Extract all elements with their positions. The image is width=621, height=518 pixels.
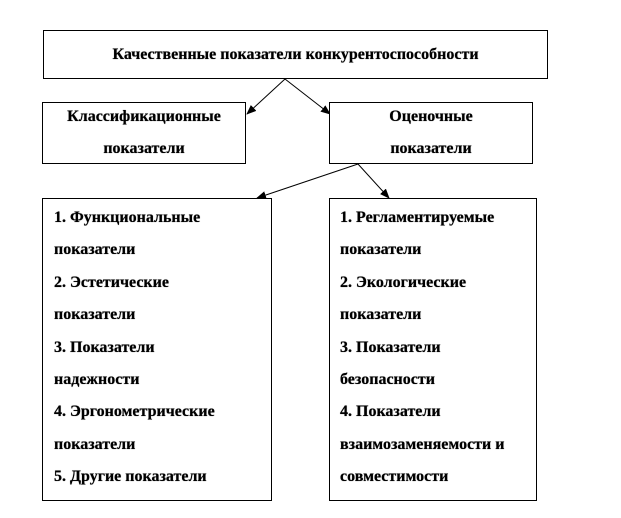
list-item-line: 1. Регламентируемые — [340, 209, 495, 226]
list-item-line: безопасности — [340, 371, 435, 389]
list-item-line: показатели — [54, 241, 136, 259]
arrow-evaluation-to-right-list — [358, 164, 389, 198]
list-item-line: надежности — [54, 371, 140, 389]
quality-indicators-title: Качественные показатели конкурентоспособности — [112, 45, 479, 63]
list-item-line: показатели — [340, 306, 422, 324]
evaluation-box-line-1: Оценочные — [389, 108, 473, 125]
list-item-line: 5. Другие показатели — [54, 468, 207, 486]
arrow-top-to-classification — [247, 79, 285, 114]
list-item-line: взаимозаменяемости и — [340, 435, 505, 453]
list-item-line: 3. Показатели — [54, 338, 155, 356]
list-item-line: 3. Показатели — [340, 338, 441, 356]
classification-indicators-box — [42, 102, 246, 164]
list-item-line: совместимости — [340, 468, 449, 486]
arrow-evaluation-to-left-list — [257, 164, 358, 198]
list-item-line: 4. Эргонометрические — [54, 403, 215, 421]
classification-box-line-2: показатели — [103, 140, 185, 157]
list-item-line: 1. Функциональные — [54, 209, 201, 226]
list-item-line: показатели — [54, 306, 136, 324]
list-item-line: показатели — [340, 241, 422, 259]
evaluation-box-line-2: показатели — [390, 140, 472, 157]
list-item-line: показатели — [54, 435, 136, 453]
left-indicators-list — [42, 198, 272, 501]
list-item-line: 2. Экологические — [340, 273, 467, 291]
evaluation-indicators-box — [329, 102, 533, 164]
classification-box-line-1: Классификационные — [67, 108, 221, 125]
list-item-line: 4. Показатели — [340, 403, 441, 421]
quality-indicators-box — [43, 30, 548, 79]
arrow-top-to-evaluation — [285, 79, 330, 114]
right-indicators-list — [329, 198, 537, 501]
list-item-line: 2. Эстетические — [54, 273, 169, 291]
